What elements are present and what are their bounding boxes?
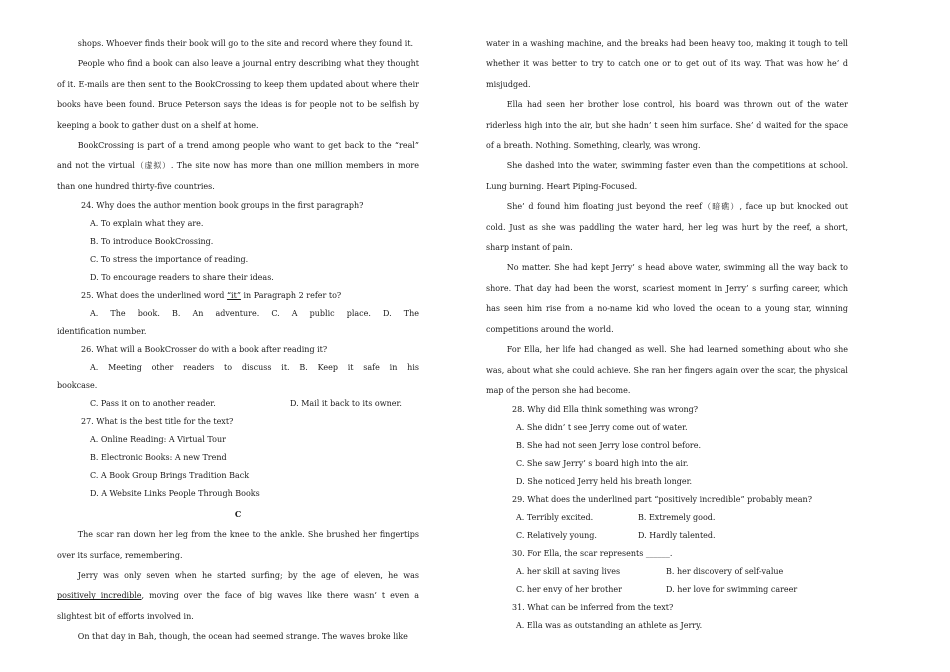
question-25-options-cont: identification number. — [57, 327, 147, 337]
section-heading-c: C — [234, 509, 242, 520]
question-25-underlined-word: “it” — [226, 291, 241, 301]
passage-b-paragraph-3: BookCrossing is part of a trend among people who want to get back to the “real” and not the virtual（虚拟）. The site now has more than one million members in more than one hundred thirty-five countries. — [57, 141, 419, 191]
passage-c-paragraph-3: On that day in Bah, though, the ocean had seemed strange. The waves broke like — [77, 632, 408, 642]
question-24-option-d: D. To encourage readers to share their ideas. — [90, 273, 274, 283]
question-27: 27. What is the best title for the text? — [81, 417, 234, 427]
question-30-options-cd — [486, 581, 848, 599]
question-26-options-cont: bookcase. — [57, 381, 98, 391]
question-27-option-c: C. A Book Group Brings Tradition Back — [90, 471, 250, 481]
question-29-option-d: D. Hardly talented. — [638, 531, 716, 541]
passage-b-paragraph-2: People who find a book can also leave a journal entry describing what they thought of it. E-mails are then sent to the BookCrossing to keep them updated about where their books have been found. Bruce Peterson says the ideas is for people not to be selfish by keeping a book to gather dust on a shelf at home. — [57, 59, 419, 130]
question-26: 26. What will a BookCrosser do with a book after reading it? — [81, 345, 328, 355]
question-28-option-c: C. She saw Jerry’ s board high into the air. — [516, 459, 689, 469]
question-30-option-d: D. her love for swimming career — [666, 585, 798, 595]
question-24-option-b: B. To introduce BookCrossing. — [90, 237, 214, 247]
passage-c-p2-pre: Jerry was only seven when he started surfing; by the age of eleven, he was — [77, 571, 419, 581]
passage-c-paragraph-8: For Ella, her life had changed as well. She had learned something about who she was, about what she could achieve. She ran her fingers again over the scar, the physical map of the person she had become. — [486, 345, 848, 395]
underlined-phrase: positively incredible — [57, 591, 142, 601]
question-24-option-a: A. To explain what they are. — [90, 219, 204, 229]
question-27-option-a: A. Online Reading: A Virtual Tour — [90, 435, 226, 445]
question-25 — [57, 287, 419, 305]
passage-c-p2-post: , moving over the face of big waves like there wasn’ t even a slightest bit of efforts involved in. — [57, 591, 420, 621]
question-28: 28. Why did Ella think something was wrong? — [512, 405, 699, 415]
question-27-option-d: D. A Website Links People Through Books — [90, 489, 260, 499]
question-26-option-d: D. Mail it back to its owner. — [290, 399, 402, 409]
question-29-options-ab — [486, 509, 848, 527]
question-29-option-a: A. Terribly excited. — [516, 513, 594, 523]
question-30: 30. For Ella, the scar represents ______. — [512, 549, 673, 559]
question-28-option-d: D. She noticed Jerry held his breath longer. — [516, 477, 693, 487]
question-25-pre: 25. What does the underlined word — [81, 291, 225, 301]
question-28-option-b: B. She had not seen Jerry lose control before. — [516, 441, 702, 451]
question-29-options-cd — [486, 527, 848, 545]
passage-c-paragraph-4: Ella had seen her brother lose control, his board was thrown out of the water riderless high into the air, but she hadn’ t seen him surface. She’ d waited for the space of a breath. Nothing. Something, clearly, was wrong. — [486, 100, 848, 151]
question-30-option-b: B. her discovery of self-value — [666, 567, 784, 577]
question-29-option-c: C. Relatively young. — [516, 531, 597, 541]
passage-c-paragraph-5: She dashed into the water, swimming faster even than the competitions at school. Lung burning. Heart Piping-Focused. — [486, 161, 848, 191]
question-26-options-cd — [57, 395, 419, 413]
question-30-option-c: C. her envy of her brother — [516, 585, 622, 595]
question-29: 29. What does the underlined part “positively incredible” probably mean? — [512, 495, 812, 505]
left-column — [57, 34, 419, 648]
question-27-option-b: B. Electronic Books: A new Trend — [90, 453, 227, 463]
question-26-option-c: C. Pass it on to another reader. — [90, 399, 216, 409]
question-30-options-ab — [486, 563, 848, 581]
passage-c-paragraph-6: She’ d found him floating just beyond the reef（暗礁）, face up but knocked out cold. Just as she was paddling the water hard, her leg was hurt by the reef, a short, sharp instant of pain. — [486, 202, 848, 253]
passage-b-paragraph-1: shops. Whoever finds their book will go to the site and record where they found it. — [77, 39, 414, 48]
passage-c-paragraph-3-cont: water in a washing machine, and the breaks had been heavy too, making it tough to tell whether it was better to try to catch one or to get out of its way. That was how he’ d misjudged. — [486, 39, 848, 89]
passage-c-paragraph-7: No matter. She had kept Jerry’ s head above water, swimming all the way back to shore. That day had been the worst, scariest moment in Jerry’ s surfing career, which has seen him rise from a no-name kid who loved the ocean to a young star, winning competitions around the world. — [486, 263, 848, 334]
question-30-option-a: A. her skill at saving lives — [516, 567, 621, 577]
question-24-option-c: C. To stress the importance of reading. — [90, 255, 249, 265]
question-31: 31. What can be inferred from the text? — [512, 603, 674, 613]
question-28-option-a: A. She didn’ t see Jerry come out of water. — [516, 423, 688, 433]
question-25-options: A. The book. B. An adventure. C. A public place. D. The — [90, 309, 419, 319]
passage-c-paragraph-2 — [57, 566, 419, 627]
passage-c-paragraph-1: The scar ran down her leg from the knee to the ankle. She brushed her fingertips over its surface, remembering. — [57, 530, 419, 560]
question-26-options-ab: A. Meeting other readers to discuss it. B. Keep it safe in his — [90, 363, 419, 373]
right-column — [486, 34, 848, 635]
question-24: 24. Why does the author mention book groups in the first paragraph? — [81, 201, 364, 211]
question-29-option-b: B. Extremely good. — [638, 513, 716, 523]
question-31-option-a: A. Ella was as outstanding an athlete as Jerry. — [516, 621, 703, 631]
question-25-post: in Paragraph 2 refer to? — [243, 291, 342, 301]
